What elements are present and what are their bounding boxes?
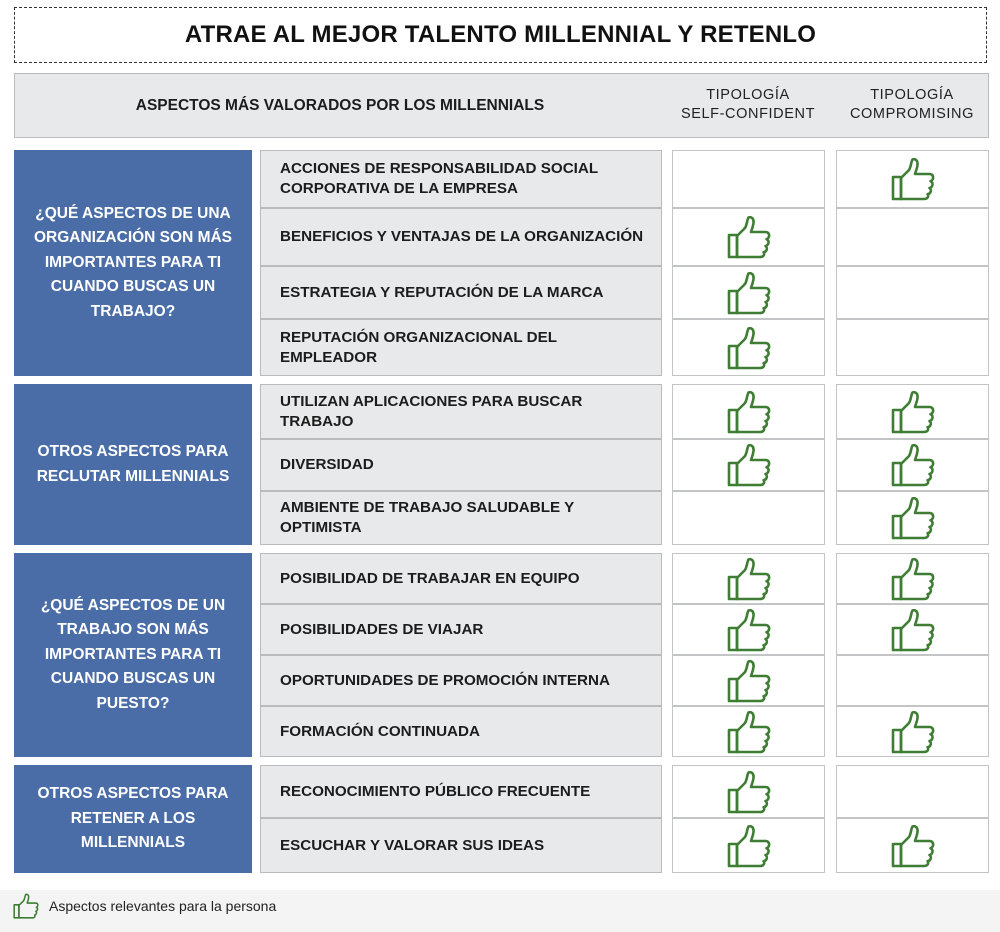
compromising-cell — [836, 439, 989, 491]
thumbs-up-icon — [727, 271, 771, 315]
self-confident-cell — [672, 384, 825, 439]
aspect-cell: ESCUCHAR Y VALORAR SUS IDEAS — [260, 818, 662, 873]
header-self-confident — [673, 86, 823, 124]
compromising-cell — [836, 604, 989, 655]
thumbs-up-icon — [727, 770, 771, 814]
thumbs-up-icon — [727, 443, 771, 487]
thumbs-up-icon — [727, 557, 771, 601]
self-confident-cell — [672, 765, 825, 818]
aspect-cell: AMBIENTE DE TRABAJO SALUDABLE Y OPTIMISTA — [260, 491, 662, 545]
table-header — [14, 73, 989, 138]
thumbs-up-icon — [727, 390, 771, 434]
thumbs-up-icon — [727, 215, 771, 259]
aspect-cell: ACCIONES DE RESPONSABILIDAD SOCIAL CORPORATIVA DE LA EMPRESA — [260, 150, 662, 208]
self-confident-cell — [672, 491, 825, 545]
compromising-cell — [836, 266, 989, 319]
aspect-cell: BENEFICIOS Y VENTAJAS DE LA ORGANIZACIÓN — [260, 208, 662, 266]
aspect-cell: OPORTUNIDADES DE PROMOCIÓN INTERNA — [260, 655, 662, 706]
aspect-cell: FORMACIÓN CONTINUADA — [260, 706, 662, 757]
thumbs-up-icon — [891, 824, 935, 868]
compromising-cell — [836, 765, 989, 818]
self-confident-cell — [672, 150, 825, 208]
self-confident-cell — [672, 655, 825, 706]
compromising-cell — [836, 491, 989, 545]
title-box — [14, 7, 987, 63]
compromising-cell — [836, 553, 989, 604]
self-confident-cell — [672, 604, 825, 655]
self-confident-cell — [672, 553, 825, 604]
thumbs-up-icon — [891, 157, 935, 201]
legend — [13, 893, 276, 919]
self-confident-cell — [672, 319, 825, 376]
header-self-confident-line2: SELF-CONFIDENT — [680, 106, 816, 122]
thumbs-up-icon — [891, 710, 935, 754]
self-confident-cell — [672, 818, 825, 873]
header-self-confident-line1: TIPOLOGÍA — [706, 87, 790, 103]
legend-text: Aspectos relevantes para la persona — [49, 898, 277, 914]
thumbs-up-icon — [891, 390, 935, 434]
aspect-cell: REPUTACIÓN ORGANIZACIONAL DEL EMPLEADOR — [260, 319, 662, 376]
section-question: ¿QUÉ ASPECTOS DE UNA ORGANIZACIÓN SON MÁS IMPORTANTES PARA TI CUANDO BUSCAS UN TRABAJO? — [14, 150, 252, 376]
self-confident-cell — [672, 208, 825, 266]
thumbs-up-icon — [727, 659, 771, 703]
aspect-cell: POSIBILIDAD DE TRABAJAR EN EQUIPO — [260, 553, 662, 604]
aspect-cell: UTILIZAN APLICACIONES PARA BUSCAR TRABAJO — [260, 384, 662, 439]
section-question: OTROS ASPECTOS PARA RETENER A LOS MILLENNIALS — [14, 765, 252, 873]
thumbs-up-icon — [891, 557, 935, 601]
thumbs-up-icon — [891, 608, 935, 652]
compromising-cell — [836, 655, 989, 706]
thumbs-up-icon — [891, 443, 935, 487]
self-confident-cell — [672, 439, 825, 491]
thumbs-up-icon — [727, 824, 771, 868]
compromising-cell — [836, 319, 989, 376]
aspect-cell: ESTRATEGIA Y REPUTACIÓN DE LA MARCA — [260, 266, 662, 319]
aspect-cell: DIVERSIDAD — [260, 439, 662, 491]
header-compromising-line2: COMPROMISING — [849, 106, 974, 122]
compromising-cell — [836, 208, 989, 266]
thumbs-up-icon — [891, 496, 935, 540]
self-confident-cell — [672, 706, 825, 757]
thumbs-up-icon — [13, 893, 39, 919]
compromising-cell — [836, 150, 989, 208]
thumbs-up-icon — [727, 608, 771, 652]
compromising-cell — [836, 706, 989, 757]
header-compromising-line1: TIPOLOGÍA — [870, 87, 954, 103]
thumbs-up-icon — [727, 710, 771, 754]
header-aspects: ASPECTOS MÁS VALORADOS POR LOS MILLENNIALS — [135, 96, 545, 114]
self-confident-cell — [672, 266, 825, 319]
aspect-cell: RECONOCIMIENTO PÚBLICO FRECUENTE — [260, 765, 662, 818]
page-title: ATRAE AL MEJOR TALENTO MILLENNIAL Y RETENLO — [184, 21, 817, 48]
compromising-cell — [836, 384, 989, 439]
aspect-cell: POSIBILIDADES DE VIAJAR — [260, 604, 662, 655]
section-question: ¿QUÉ ASPECTOS DE UN TRABAJO SON MÁS IMPORTANTES PARA TI CUANDO BUSCAS UN PUESTO? — [14, 553, 252, 757]
compromising-cell — [836, 818, 989, 873]
header-compromising — [837, 86, 987, 124]
thumbs-up-icon — [727, 326, 771, 370]
section-question: OTROS ASPECTOS PARA RECLUTAR MILLENNIALS — [14, 384, 252, 545]
